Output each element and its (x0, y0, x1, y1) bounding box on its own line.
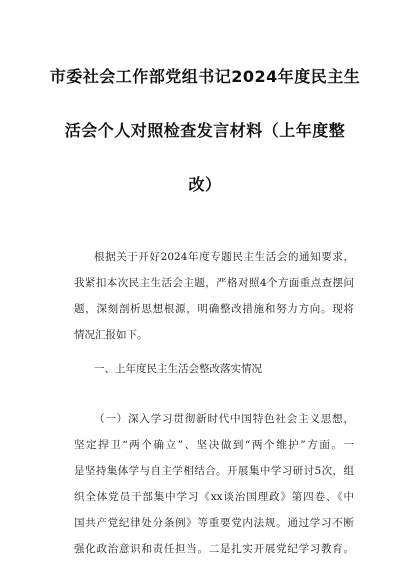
body-line: 坚定捍卫“两个确立”、坚决做到“两个维护”方面。一 (74, 439, 354, 451)
body-paragraph (74, 406, 354, 562)
intro-line: 情况汇报如下。 (74, 329, 148, 341)
document-title-line-2: 活会个人对照检查发言材料（上年度整 (64, 121, 346, 140)
body-line: 国共产党纪律处分条例》等重要党内法规。通过学习不断 (74, 517, 354, 529)
body-line: 是坚持集体学与自主学相结合。开展集中学习研讨5次，组 (74, 465, 354, 477)
document-title-line-1: 市委社会工作部党组书记2024年度民主生 (49, 67, 361, 86)
document-title-line-3: 改） (188, 175, 222, 194)
intro-line: 我紧扣本次民主生活会主题，严格对照4个方面重点查摆问 (74, 277, 354, 289)
intro-line: 题，深刻剖析思想根源，明确整改措施和努力方向。现将 (74, 303, 354, 315)
intro-line: 根据关于开好2024年度专题民主生活会的通知要求， (94, 251, 354, 263)
section-heading: 一、上年度民主生活会整改落实情况 (94, 363, 262, 375)
body-line: 织全体党员干部集中学习《xx谈治国理政》第四卷、《中 (74, 491, 354, 503)
body-line: （一）深入学习贯彻新时代中国特色社会主义思想， (94, 413, 354, 425)
body-line: 强化政治意识和责任担当。二是扎实开展党纪学习教育。 (74, 543, 354, 555)
intro-paragraph (74, 244, 354, 348)
